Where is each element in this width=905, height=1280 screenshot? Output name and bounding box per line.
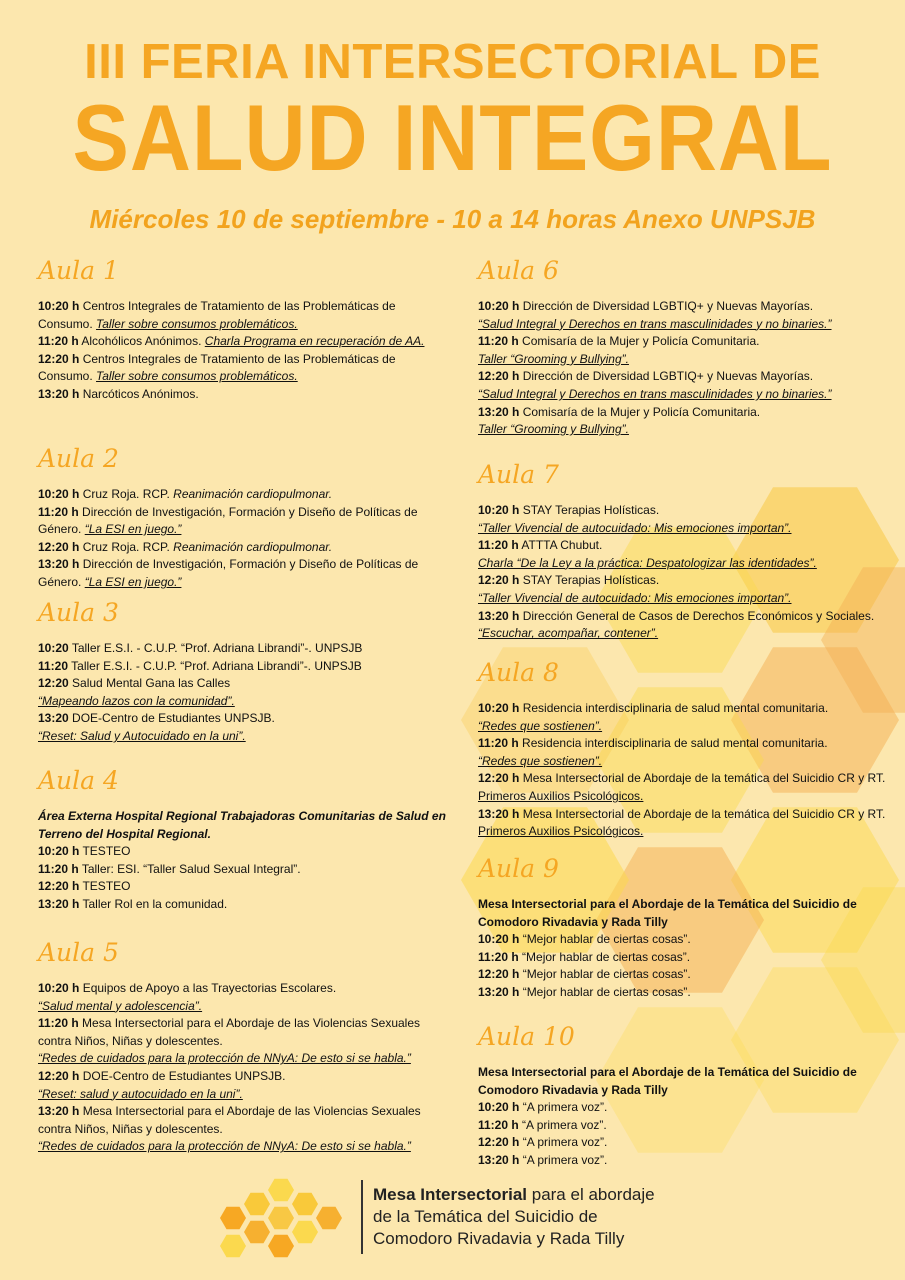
aula-10-entry-2: 11:20 h “A primera voz”.: [478, 1117, 607, 1132]
aula-5-entry-1-link[interactable]: “Salud mental y adolescencia”.: [38, 998, 203, 1013]
aula-4-entry-3: 12:20 h TESTEO: [38, 879, 131, 894]
aula-4-intro: Área Externa Hospital Regional Trabajadoras Comunitarias de Salud en Terreno del Hospital Regional.: [38, 809, 446, 841]
aula-10-entry-4: 13:20 h “A primera voz”.: [478, 1152, 608, 1167]
aula-5-entry-2-link[interactable]: “Redes de cuidados para la protección de NNyA: De esto si se habla.”: [38, 1051, 411, 1066]
aula-3-entry-4-link[interactable]: “Reset: Salud y Autocuidado en la uni”.: [38, 728, 246, 743]
aula-9-entry-4: 13:20 h “Mejor hablar de ciertas cosas”.: [478, 984, 691, 999]
aula-6-entry-3: 12:20 h Dirección de Diversidad LGBTIQ+ y Nuevas Mayorías. “Salud Integral y Derechos en trans masculinidades y no binaries.”: [478, 369, 832, 401]
aula-6-entry-1: 10:20 h Dirección de Diversidad LGBTIQ+ y Nuevas Mayorías. “Salud Integral y Derechos en trans masculinidades y no binaries.”: [478, 299, 832, 331]
aula-8-entry-1: 10:20 h Residencia interdisciplinaria de salud mental comunitaria. “Redes que sostienen”.: [478, 701, 829, 733]
aula-8-section: [478, 656, 893, 841]
logo-hexagon: [220, 1235, 246, 1258]
aula-10-title: Aula 10: [478, 1022, 575, 1051]
aula-3-entry-3: 12:20 Salud Mental Gana las Calles “Mapeando lazos con la comunidad”.: [38, 676, 235, 708]
footer-organization: Mesa Intersectorial para el abordaje de la Temática del Suicidio de Comodoro Rivadavia y Rada Tilly: [373, 1185, 655, 1248]
aula-1-title: Aula 1: [38, 256, 119, 285]
logo-hexagon: [244, 1193, 270, 1216]
aula-8-entry-2: 11:20 h Residencia interdisciplinaria de salud mental comunitaria. “Redes que sostienen”.: [478, 736, 828, 768]
aula-6-section: [478, 254, 893, 439]
aula-8-entry-3: 12:20 h Mesa Intersectorial de Abordaje de la temática del Suicidio CR y RT. Primeros Auxilios Psicológicos.: [478, 771, 886, 803]
aula-4-entry-1: 10:20 h TESTEO: [38, 844, 131, 859]
aula-9-entry-3: 12:20 h “Mejor hablar de ciertas cosas”.: [478, 967, 691, 982]
event-subtitle: Miércoles 10 de septiembre - 10 a 14 horas Anexo UNPSJB: [89, 204, 816, 234]
aula-7-entry-2: 11:20 h ATTTA Chubut. Charla “De la Ley a la práctica: Despatologizar las identidades”.: [478, 538, 817, 570]
aula-7-entry-4-link[interactable]: “Escuchar, acompañar, contener”.: [478, 626, 659, 641]
aula-6-entry-3-link[interactable]: “Salud Integral y Derechos en trans masculinidades y no binaries.”: [478, 386, 832, 401]
aula-1-entry-2-link[interactable]: Charla Programa en recuperación de AA.: [204, 334, 425, 349]
logo-hexagon: [220, 1207, 246, 1230]
title-line-2: SALUD INTEGRAL: [72, 85, 833, 190]
footer: [205, 1178, 725, 1258]
aula-5-title: Aula 5: [38, 938, 119, 967]
aula-8-entry-3-link[interactable]: Primeros Auxilios Psicológicos.: [478, 788, 644, 803]
aula-2-entry-1: 10:20 h Cruz Roja. RCP. Reanimación cardiopulmonar.: [38, 487, 333, 501]
aula-9-entry-2: 11:20 h “Mejor hablar de ciertas cosas”.: [478, 949, 691, 964]
aula-2-title: Aula 2: [38, 444, 119, 473]
aula-5-entry-4-link[interactable]: “Redes de cuidados para la protección de NNyA: De esto si se habla.”: [38, 1139, 411, 1154]
aula-2-section: [38, 442, 453, 592]
aula-6-entry-1-link[interactable]: “Salud Integral y Derechos en trans masculinidades y no binaries.”: [478, 316, 832, 331]
aula-7-entry-4: 13:20 h Dirección General de Casos de Derechos Económicos y Sociales. “Escuchar, acompañar, contener”.: [478, 608, 875, 641]
aula-4-entry-2: 11:20 h Taller: ESI. “Taller Salud Sexual Integral”.: [38, 861, 301, 876]
aula-4-section: [38, 764, 453, 914]
aula-6-entry-4: 13:20 h Comisaría de la Mujer y Policía Comunitaria. Taller “Grooming y Bullying”.: [478, 404, 761, 437]
logo-hexagon: [268, 1207, 294, 1230]
aula-5-entry-3: 12:20 h DOE-Centro de Estudiantes UNPSJB. “Reset: salud y autocuidado en la uni”.: [38, 1068, 286, 1101]
aula-8-title: Aula 8: [478, 658, 559, 687]
aula-5-entry-2: 11:20 h Mesa Intersectorial para el Abordaje de las Violencias Sexuales contra Niños, Niñas y dolescentes. “Redes de cuidados para la protección de NNyA: De esto si se habla.”: [38, 1016, 421, 1066]
aula-10-entry-1: 10:20 h “A primera voz”.: [478, 1100, 608, 1115]
aula-9-section: [478, 852, 893, 1002]
aula-9-intro: Mesa Intersectorial para el Abordaje de la Temática del Suicidio de Comodoro Rivadavia y Rada Tilly: [478, 897, 857, 929]
aula-2-entry-4: 13:20 h Dirección de Investigación, Formación y Diseño de Políticas de Género. “La ESI en juego.”: [38, 557, 419, 589]
aula-8-entry-4: 13:20 h Mesa Intersectorial de Abordaje de la temática del Suicidio CR y RT. Primeros Auxilios Psicológicos.: [478, 806, 886, 839]
aula-2-entry-3: 12:20 h Cruz Roja. RCP. Reanimación cardiopulmonar.: [38, 539, 333, 554]
aula-7-section: [478, 458, 893, 643]
aula-7-entry-1-link[interactable]: “Taller Vivencial de autocuidado: Mis emociones importan”.: [478, 520, 792, 535]
aula-6-title: Aula 6: [478, 256, 559, 285]
footer-bold: Mesa Intersectorial: [373, 1185, 528, 1204]
aula-8-entry-1-link[interactable]: “Redes que sostienen”.: [478, 718, 603, 733]
aula-10-section: [478, 1020, 893, 1170]
footer-divider: [361, 1180, 363, 1254]
aula-5-entry-4: 13:20 h Mesa Intersectorial para el Abordaje de las Violencias Sexuales contra Niños, Niñas y dolescentes. “Redes de cuidados para la protección de NNyA: De esto si se habla.”: [38, 1104, 421, 1154]
aula-7-entry-2-link[interactable]: Charla “De la Ley a la práctica: Despatologizar las identidades”.: [478, 555, 817, 570]
logo-hexagon: [268, 1235, 294, 1258]
logo-hexagon: [244, 1221, 270, 1244]
aula-9-title: Aula 9: [478, 854, 559, 883]
aula-9-entry-1: 10:20 h “Mejor hablar de ciertas cosas”.: [478, 932, 691, 947]
aula-2-entry-2: 11:20 h Dirección de Investigación, Formación y Diseño de Políticas de Género. “La ESI en juego.”: [38, 504, 418, 537]
aula-7-title: Aula 7: [478, 460, 559, 489]
aula-1-entry-2: 11:20 h Alcohólicos Anónimos. Charla Programa en recuperación de AA.: [38, 334, 425, 349]
aula-10-entry-3: 12:20 h “A primera voz”.: [478, 1135, 608, 1150]
aula-2-entry-2-link[interactable]: “La ESI en juego.”: [84, 522, 182, 537]
aula-6-entry-2: 11:20 h Comisaría de la Mujer y Policía Comunitaria. Taller “Grooming y Bullying”.: [478, 334, 760, 366]
aula-2-entry-4-link[interactable]: “La ESI en juego.”: [84, 574, 182, 589]
aula-10-intro: Mesa Intersectorial para el Abordaje de la Temática del Suicidio de Comodoro Rivadavia y Rada Tilly: [478, 1065, 857, 1097]
aula-3-entry-3-link[interactable]: “Mapeando lazos con la comunidad”.: [38, 693, 235, 708]
aula-8-entry-4-link[interactable]: Primeros Auxilios Psicológicos.: [478, 824, 644, 839]
aula-8-entry-2-link[interactable]: “Redes que sostienen”.: [478, 753, 603, 768]
title-line-1: III FERIA INTERSECTORIAL DE: [84, 35, 821, 89]
aula-1-entry-3: 12:20 h Centros Integrales de Tratamiento de las Problemáticas de Consumo. Taller sobre consumos problemáticos.: [38, 351, 396, 384]
aula-3-entry-2: 11:20 Taller E.S.I. - C.U.P. “Prof. Adriana Librandi”-. UNPSJB: [38, 658, 362, 673]
aula-4-entry-4: 13:20 h Taller Rol en la comunidad.: [38, 896, 228, 911]
aula-5-entry-3-link[interactable]: “Reset: salud y autocuidado en la uni”.: [38, 1086, 243, 1101]
aula-3-entry-4: 13:20 DOE-Centro de Estudiantes UNPSJB. “Reset: Salud y Autocuidado en la uni”.: [38, 711, 275, 743]
aula-3-section: [38, 596, 453, 746]
logo-hexagon: [268, 1179, 294, 1202]
aula-3-entry-1: 10:20 Taller E.S.I. - C.U.P. “Prof. Adriana Librandi”-. UNPSJB: [38, 641, 363, 655]
logo-hexagon: [292, 1221, 318, 1244]
aula-5-section: [38, 936, 453, 1156]
aula-7-entry-1: 10:20 h STAY Terapias Holísticas. “Taller Vivencial de autocuidado: Mis emociones importan”.: [478, 503, 792, 535]
aula-6-entry-2-link[interactable]: Taller “Grooming y Bullying”.: [478, 351, 629, 366]
aula-1-entry-4: 13:20 h Narcóticos Anónimos.: [38, 386, 199, 401]
aula-6-entry-4-link[interactable]: Taller “Grooming y Bullying”.: [478, 422, 629, 437]
honeycomb-logo-icon: [205, 1178, 355, 1258]
aula-1-entry-1: 10:20 h Centros Integrales de Tratamiento de las Problemáticas de Consumo. Taller sobre consumos problemáticos.: [38, 299, 396, 331]
logo-hexagon: [316, 1207, 342, 1230]
aula-1-entry-3-link[interactable]: Taller sobre consumos problemáticos.: [96, 369, 298, 384]
aula-7-entry-3-link[interactable]: “Taller Vivencial de autocuidado: Mis emociones importan”.: [478, 590, 792, 605]
logo-hexagon: [292, 1193, 318, 1216]
aula-4-title: Aula 4: [38, 766, 119, 795]
aula-1-entry-1-link[interactable]: Taller sobre consumos problemáticos.: [96, 316, 298, 331]
aula-1-section: [38, 254, 453, 404]
aula-3-title: Aula 3: [38, 598, 119, 627]
aula-7-entry-3: 12:20 h STAY Terapias Holísticas. “Taller Vivencial de autocuidado: Mis emociones importan”.: [478, 573, 792, 605]
aula-5-entry-1: 10:20 h Equipos de Apoyo a las Trayectorias Escolares. “Salud mental y adolescencia”.: [38, 981, 337, 1013]
